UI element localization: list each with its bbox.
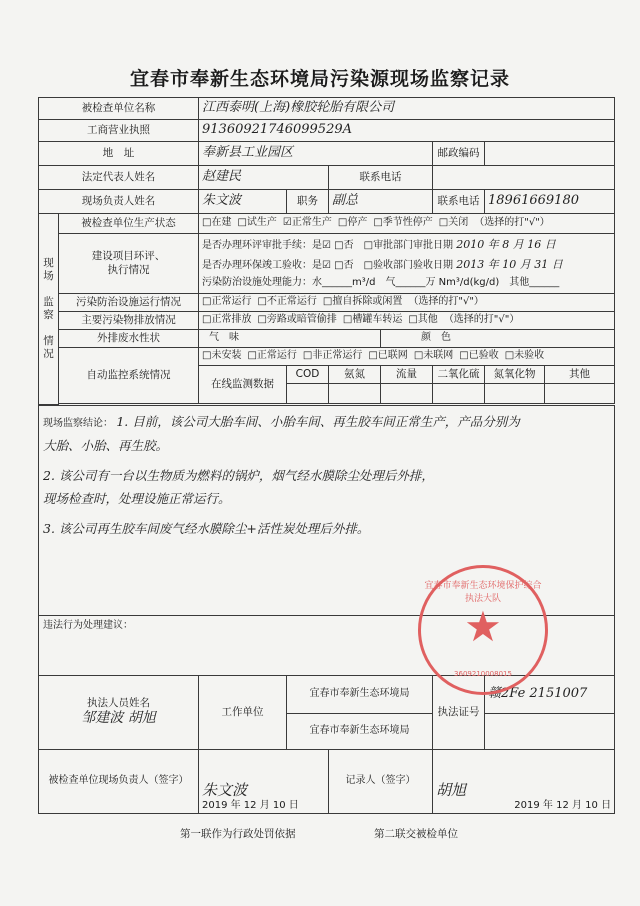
cert-value: 赣2Fe 2151007 [485,676,615,714]
discharge-label: 主要污染物排放情况 [59,312,199,330]
cell-ammonia [329,384,381,404]
eia-details: 是否办理环评审批手续：是☑ □否 □审批部门审批日期 2010 年 8 月 16 日 是否办理环保竣工验收：是☑ □否 □验收部门验收日期 2013 年 10 月 31 日 污染防治设施处理能力：水______m³/d 气______万 Nm³/d(kg/d) 其他______ [199,234,615,294]
address-label: 地 址 [39,142,199,166]
address-value: 奉新县工业园区 [199,142,433,166]
violation-label: 违法行为处理建议： [43,620,133,631]
license-label: 工商营业执照 [39,120,199,142]
recorder-label: 记录人（签字） [329,750,433,814]
eia-label: 建设项目环评、 执行情况 [59,234,199,294]
work-unit-1: 宜春市奉新生态环境局 [287,676,433,714]
inspected-sign-label: 被检查单位现场负责人（签字） [39,750,199,814]
footer-right: 第二联交被检单位 [374,828,458,840]
cell-cod [287,384,329,404]
conclusion-line-1: 1. 目前，该公司大胎车间、小胎车间、再生胶车间正常生产，产品分别为 [116,414,520,429]
onsite-manager-value: 朱文波 [199,190,287,214]
footer-left: 第一联作为行政处罚依据 [180,828,296,840]
work-unit-2: 宜春市奉新生态环境局 [287,714,433,750]
recorder-sign-cell [433,750,615,814]
col-ammonia: 氨氮 [329,366,381,384]
conclusion-label: 现场监察结论： [43,418,113,429]
official-seal [418,565,548,695]
exhaust-label: 外排废水性状 [59,330,199,348]
col-so2: 二氧化硫 [433,366,485,384]
officers-label: 执法人员姓名 邹建波 胡旭 [39,676,199,750]
cell-flow [381,384,433,404]
postal-code-value [485,142,615,166]
cell-nox [485,384,545,404]
license-value: 91360921746099529A [199,120,615,142]
exhaust-color: 颜 色 [381,330,615,348]
legal-phone-label: 联系电话 [329,166,433,190]
conclusion-line-4: 现场检查时，处理设施正常运行。 [43,491,231,507]
conclusion-line-3: 2. 该公司有一台以生物质为燃料的锅炉，烟气经水膜除尘处理后外排， [43,467,434,483]
legal-rep-label: 法定代表人姓名 [39,166,199,190]
position-value: 副总 [329,190,433,214]
recorder-date: 2019 年 12 月 10 日 [514,799,612,811]
inspected-sign-cell [199,750,329,814]
monitor-options: □未安装 □正常运行 □非正常运行 □已联网 □未联网 □已验收 □未验收 [199,348,615,366]
seal-code: 3609210008015 [454,670,512,678]
position-label: 职务 [287,190,329,214]
onsite-manager-label: 现场负责人姓名 [39,190,199,214]
inspected-date: 2019 年 12 月 10 日 [202,799,299,811]
onsite-phone-label: 联系电话 [433,190,485,214]
unit-name-value: 江西泰明(上海)橡胶轮胎有限公司 [199,98,615,120]
legal-rep-value: 赵建民 [199,166,329,190]
online-data-label: 在线监测数据 [199,366,287,404]
cell-other [545,384,615,404]
unit-name-label: 被检查单位名称 [39,98,199,120]
seal-star-icon: ★ [464,602,502,651]
side-label: 现 场 监 察 情 况 [39,214,59,405]
col-nox: 氮氧化物 [485,366,545,384]
officer-signatures: 邹建波 胡旭 [81,710,156,727]
legal-phone-value [433,166,615,190]
conclusion-line-2: 大胎、小胎、再生胶。 [43,437,169,453]
inspected-signature: 朱文波 [202,780,248,799]
inspection-form [38,97,615,814]
conclusion-line-5: 3. 该公司再生胶车间废气经水膜除尘+活性炭处理后外排。 [43,521,370,536]
discharge-options: □正常排放 □旁路或暗管偷排 □槽罐车转运 □其他 （选择的打"√"） [199,312,615,330]
facility-options: □正常运行 □不正常运行 □擅自拆除或闲置 （选择的打"√"） [199,294,615,312]
onsite-phone-value: 18961669180 [485,190,615,214]
cert-value-2 [485,714,615,750]
document-title: 宜春市奉新生态环境局污染源现场监察记录 [129,68,510,90]
col-cod: COD [287,366,329,384]
col-other: 其他 [545,366,615,384]
status-label: 被检查单位生产状态 [59,214,199,234]
cert-label: 执法证号 [433,676,485,750]
cell-so2 [433,384,485,404]
monitor-label: 自动监控系统情况 [59,348,199,404]
recorder-signature: 胡旭 [436,780,467,799]
work-unit-label: 工作单位 [199,676,287,750]
exhaust-smell: 气 味 [199,330,381,348]
seal-text: 宜春市奉新生态环境保护综合执法大队 [424,581,542,604]
status-options: □在建 □试生产 ☑正常生产 □停产 □季节性停产 □关闭 （选择的打"√"） [199,214,615,234]
postal-code-label: 邮政编码 [433,142,485,166]
col-flow: 流量 [381,366,433,384]
facility-label: 污染防治设施运行情况 [59,294,199,312]
